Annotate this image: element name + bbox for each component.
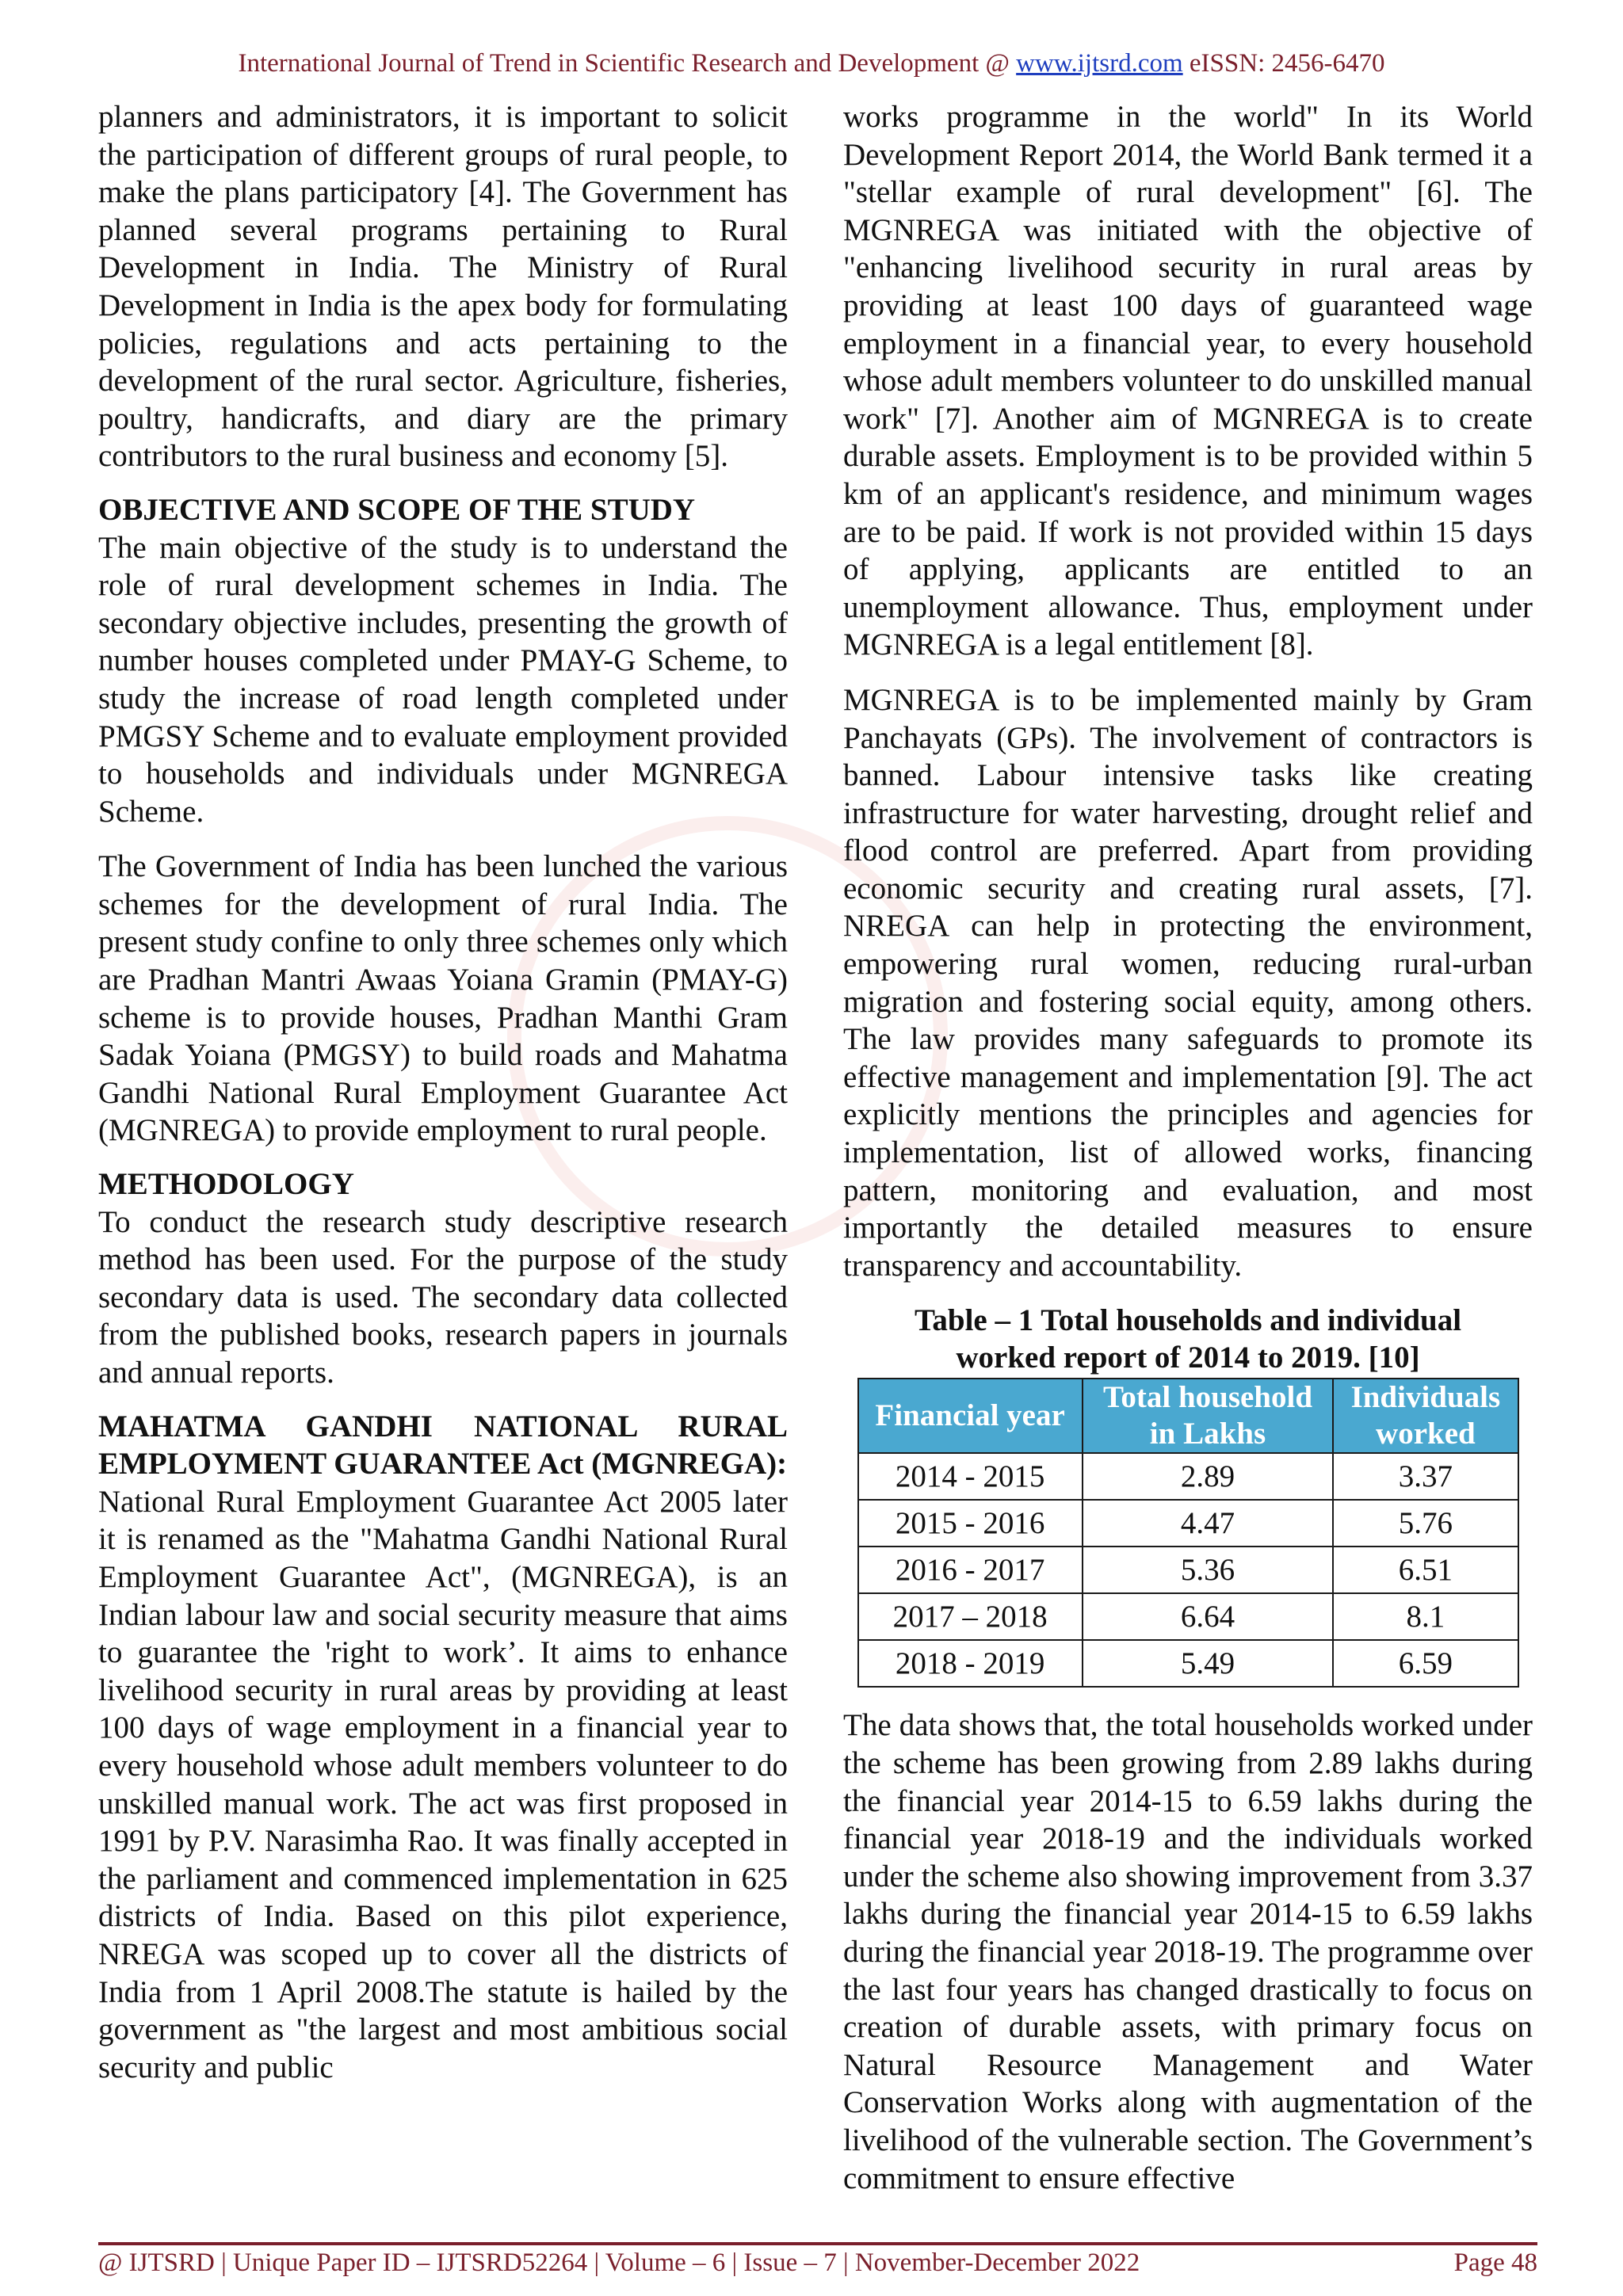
footer-paper-info: @ IJTSRD | Unique Paper ID – IJTSRD52264 | Volume – 6 | Issue – 7 | November-December 2022 — [98, 2248, 1140, 2277]
header-financial-year: Financial year — [858, 1379, 1083, 1453]
cell-households: 5.49 — [1083, 1640, 1334, 1687]
journal-name: International Journal of Trend in Scientific Research and Development @ — [238, 49, 1017, 78]
right-column — [843, 98, 1533, 2197]
running-header — [0, 49, 1623, 78]
section-heading-mgnrega: MAHATMA GANDHI NATIONAL RURAL EMPLOYMENT GUARANTEE Act (MGNREGA): — [98, 1409, 788, 1482]
cell-individuals: 6.51 — [1333, 1547, 1518, 1593]
header-total-household: Total household in Lakhs — [1083, 1379, 1334, 1453]
paragraph-planners: planners and administrators, it is important to solicit the participation of different groups of rural people, to make the plans participatory [4]. The Government has planned several programs pertaining to Rural Development in India. The Ministry of Rural Development in India is the apex body for formulating policies, regulations and acts pertaining to the development of the rural sector. Agriculture, fisheries, poultry, handicrafts, and diary are the primary contributors to the rural business and economy [5]. — [98, 100, 788, 474]
table-row — [858, 1547, 1518, 1593]
cell-individuals: 8.1 — [1333, 1593, 1518, 1640]
cell-households: 4.47 — [1083, 1500, 1334, 1547]
paragraph-world-bank: works programme in the world" In its World Development Report 2014, the World Bank termed it a "stellar example of rural development" [6]. The MGNREGA was initiated with the objective of "enhancing livelihood security in rural areas by providing at least 100 days of guaranteed wage employment in a financial year, to every household whose adult members volunteer to do unskilled manual work" [7]. Another aim of MGNREGA is to create durable assets. Employment is to be provided within 5 km of an applicant's residence, and minimum wages are to be paid. If work is not provided within 15 days of applying, applicants are entitled to an unemployment allowance. Thus, employment under MGNREGA is a legal entitlement [8]. — [843, 100, 1533, 662]
paragraph-data-shows: The data shows that, the total households worked under the scheme has been growing from 2.89 lakhs during the financial year 2014-15 to 6.59 lakhs during the financial year 2018-19 and the individuals worked under the scheme also showing improvement from 3.37 lakhs during the financial year 2014-15 to 6.59 lakhs during the financial year 2018-19. The programme over the last four years has changed drastically to focus on creation of durable assets, with primary focus on Natural Resource Management and Water Conservation Works along with augmentation of the livelihood of the vulnerable section. The Government’s commitment to ensure effective — [843, 1708, 1533, 2195]
cell-households: 5.36 — [1083, 1547, 1334, 1593]
table-row — [858, 1453, 1518, 1500]
households-table — [857, 1378, 1519, 1688]
section-heading-objective: OBJECTIVE AND SCOPE OF THE STUDY — [98, 492, 696, 527]
paragraph-gram-panchayats: MGNREGA is to be implemented mainly by Gram Panchayats (GPs). The involvement of contractors is banned. Labour intensive tasks like creating infrastructure for water harvesting, drought relief and flood control are preferred. Apart from providing economic security and creating rural assets, [7]. NREGA can help in protecting the environment, empowering rural women, reducing rural-urban migration and fostering social equity, among others. The law provides many safeguards to promote its effective management and implementation [9]. The act explicitly mentions the principles and agencies for implementation, list of allowed works, financing pattern, monitoring and evaluation, and most importantly the detailed measures to ensure transparency and accountability. — [843, 682, 1533, 1283]
paragraph-schemes: The Government of India has been lunched the various schemes for the development of rural India. The present study confine to only three schemes only which are Pradhan Mantri Awaas Yoiana Gramin (PMAY-G) scheme is to provide houses, Pradhan Manthi Gram Sadak Yoiana (PMGSY) to build roads and Mahatma Gandhi National Rural Employment Guarantee Act (MGNREGA) to provide employment to rural people. — [98, 849, 788, 1148]
cell-households: 2.89 — [1083, 1453, 1334, 1500]
cell-year: 2017 – 2018 — [858, 1593, 1083, 1640]
cell-households: 6.64 — [1083, 1593, 1334, 1640]
table-caption-line-1: Table – 1 Total households and individual — [914, 1303, 1462, 1338]
left-column — [98, 98, 788, 2086]
cell-year: 2014 - 2015 — [858, 1453, 1083, 1500]
header-individuals-worked: Individuals worked — [1333, 1379, 1518, 1453]
section-heading-methodology: METHODOLOGY — [98, 1167, 354, 1202]
paragraph-mgnrega-intro: National Rural Employment Guarantee Act 2005 later it is renamed as the "Mahatma Gandhi National Rural Employment Guarantee Act", (MGNREGA), is an Indian labour law and social security measure that aims to guarantee the 'right to work’. It aims to enhance livelihood security in rural areas by providing at least 100 days of wage employment in a financial year to every household whose adult members volunteer to do unskilled manual work. The act was first proposed in 1991 by P.V. Narasimha Rao. It was finally accepted in the parliament and commenced implementation in 625 districts of India. Based on this pilot experience, NREGA was scoped up to cover all the districts of India from 1 April 2008.The statute is hailed by the government as "the largest and most ambitious social security and public — [98, 1484, 788, 2084]
table-row — [858, 1593, 1518, 1640]
table-caption — [843, 1302, 1533, 1376]
cell-individuals: 6.59 — [1333, 1640, 1518, 1687]
cell-individuals: 3.37 — [1333, 1453, 1518, 1500]
table-row — [858, 1640, 1518, 1687]
paragraph-methodology: To conduct the research study descriptive research method has been used. For the purpose of the study secondary data is used. The secondary data collected from the published books, research papers in journals and annual reports. — [98, 1204, 788, 1390]
cell-year: 2015 - 2016 — [858, 1500, 1083, 1547]
journal-issn: eISSN: 2456-6470 — [1182, 49, 1385, 78]
journal-url-link[interactable]: www.ijtsrd.com — [1016, 49, 1183, 78]
footer-divider — [98, 2242, 1537, 2245]
cell-individuals: 5.76 — [1333, 1500, 1518, 1547]
paragraph-objective: The main objective of the study is to understand the role of rural development schemes in India. The secondary objective includes, presenting the growth of number houses completed under PMAY-G Scheme, to study the increase of road length completed under PMGSY Scheme and to evaluate employment provided to households and individuals under MGNREGA Scheme. — [98, 530, 788, 829]
cell-year: 2018 - 2019 — [858, 1640, 1083, 1687]
cell-year: 2016 - 2017 — [858, 1547, 1083, 1593]
page-number: Page 48 — [1453, 2248, 1537, 2277]
table-row — [858, 1500, 1518, 1547]
table-caption-line-2: worked report of 2014 to 2019. [10] — [956, 1341, 1420, 1375]
table-header-row — [858, 1379, 1518, 1453]
running-footer — [98, 2248, 1537, 2278]
